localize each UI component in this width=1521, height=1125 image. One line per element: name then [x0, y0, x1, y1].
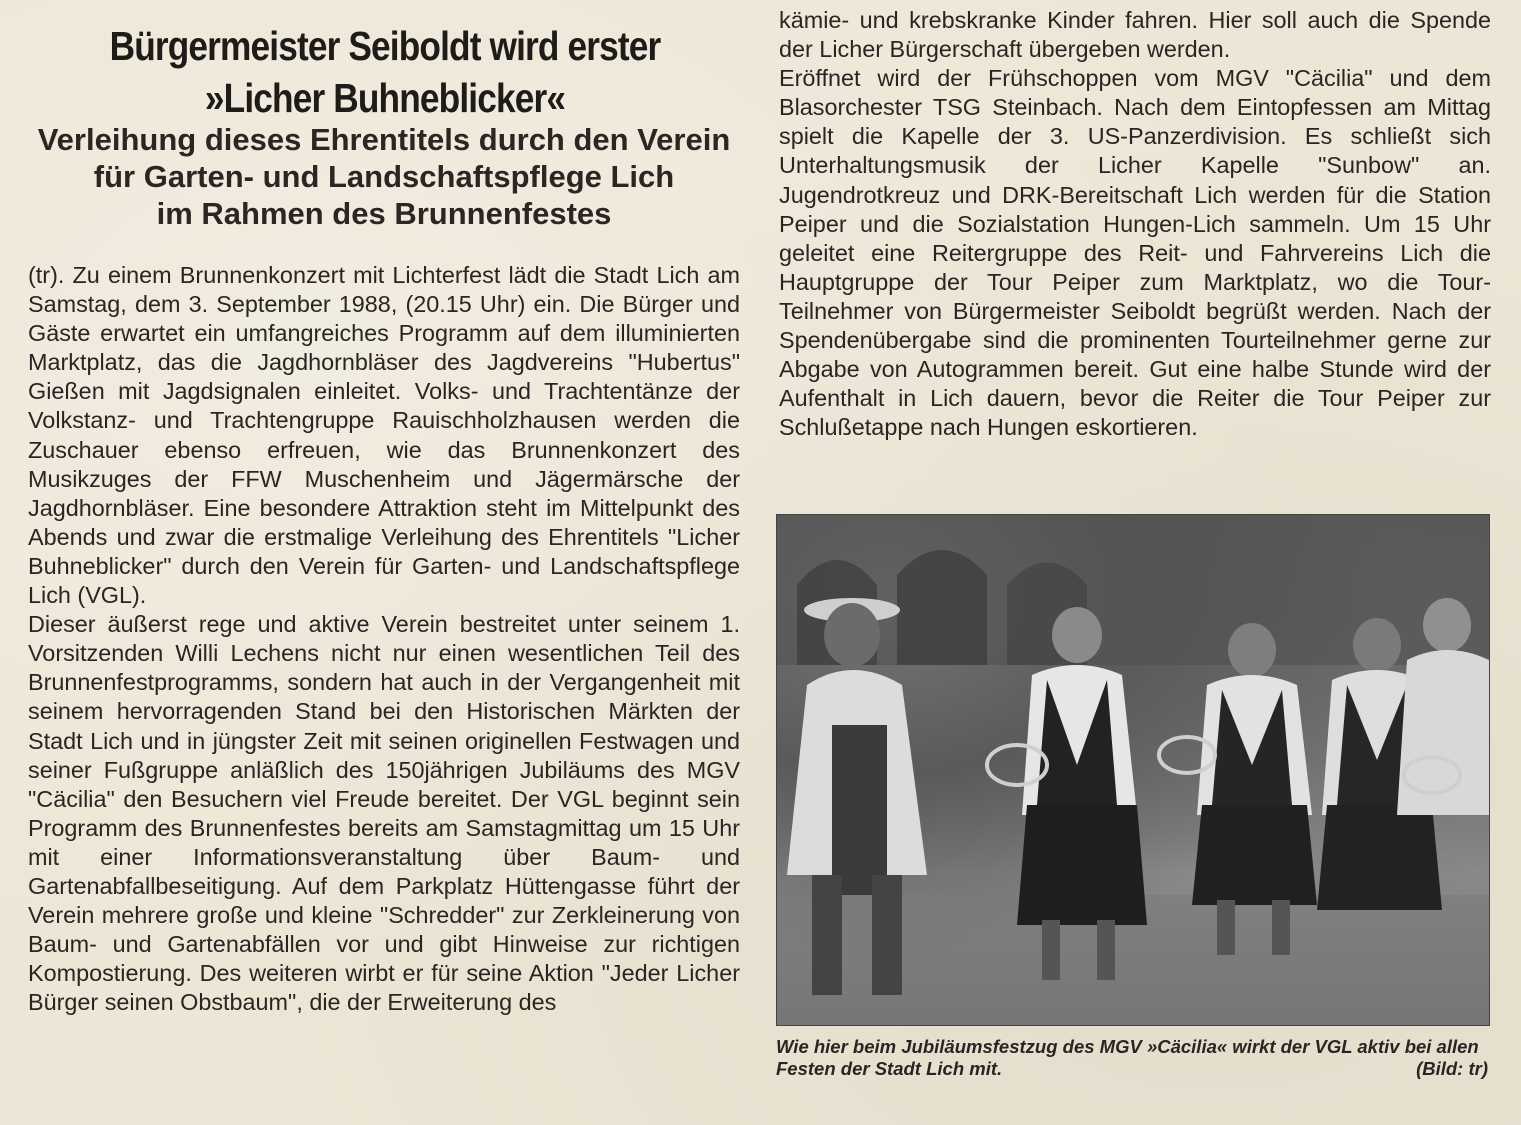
- subheadline-line-2: für Garten- und Landschaftspflege Lich: [93, 159, 675, 194]
- headline-line-2: »Licher Buhneblicker«: [204, 75, 566, 121]
- article-paragraph: (tr). Zu einem Brunnenkonzert mit Lichterfest lädt die Stadt Lich am Samstag, dem 3. September 1988, (20.15 Uhr) ein. Die Bürger und Gäste erwartet ein umfangreiches Programm auf dem illuminierten Marktplatz, das die Jagdhornbläser des Jagdvereins "Hubertus" Gießen mit Jagdsignalen einleitet. Volks- und Trachtentänze der Volkstanz- und Trachtengruppe Rauischholzhausen werden die Zuschauer ebenso erfreuen, wie das Brunnenkonzert des Musikzuges der FFW Muschenheim und Jägermärsche der Jagdhornbläser. Eine besondere Attraktion steht im Mittelpunkt des Abends und zwar die erstmalige Verleihung des Ehrentitels "Licher Buhneblicker" durch den Verein für Garten- und Landschaftspflege Lich (VGL).: [28, 262, 740, 609]
- subheadline: [28, 121, 740, 232]
- article-column-left: [28, 261, 740, 1017]
- article-paragraph: Dieser äußerst rege und aktive Verein bestreitet unter seinem 1. Vorsitzenden Willi Lechens nicht nur einen wesentlichen Teil des Brunnenfestprogramms, sondern hat auch in der Vergangenheit mit seinem hervorragenden Stand bei den Historischen Märkten der Stadt Lich und in jüngster Zeit mit seinen originellen Festwagen und seiner Fußgruppe anläßlich des 150jährigen Jubiläums des MGV "Cäcilia" den Besuchern viel Freude bereitet. Der VGL beginnt sein Programm des Brunnenfestes bereits am Samstagmittag um 15 Uhr mit einer Informationsveranstaltung über Baum- und Gartenabfallbeseitigung. Auf dem Parkplatz Hüttengasse führt der Verein mehrere große und kleine "Schredder" zur Zerkleinerung von Baum- und Gartenabfällen vor und gibt Hinweise zur richtigen Kompostierung. Des weiteren wirbt er für seine Aktion "Jeder Licher Bürger seinen Obstbaum", die der Erweiterung des: [28, 611, 740, 1016]
- caption-text: Wie hier beim Jubiläumsfestzug des MGV »Cäcilia« wirkt der VGL aktiv bei allen Festen der Stadt Lich mit.: [776, 1036, 1479, 1079]
- subheadline-line-3: im Rahmen des Brunnenfestes: [156, 196, 612, 231]
- photo-illustration: [777, 515, 1489, 1025]
- subheadline-line-1: Verleihung dieses Ehrentitels durch den Verein: [37, 122, 731, 157]
- photo-credit: (Bild: tr): [1416, 1058, 1488, 1079]
- headline: [80, 20, 691, 124]
- article-paragraph: Eröffnet wird der Frühschoppen vom MGV "Cäcilia" und dem Blasorchester TSG Steinbach. Nach dem Eintopfessen am Mittag spielt die Kapelle der 3. US-Panzerdivision. Es schließt sich Unterhaltungsmusik der Licher Kapelle "Sunbow" an. Jugendrotkreuz und DRK-Bereitschaft Lich werden für die Station Peiper und die Sozialstation Hungen-Lich sammeln. Um 15 Uhr geleitet eine Reitergruppe des Reit- und Fahrvereins Lich die Hauptgruppe der Tour Peiper zum Marktplatz, wo die Tour-Teilnehmer von Bürgermeister Seiboldt begrüßt werden. Nach der Spendenübergabe sind die prominenten Tourteilnehmer gerne zur Abgabe von Autogrammen bereit. Gut eine halbe Stunde wird der Aufenthalt in Lich dauern, bevor die Reiter die Tour Peiper zur Schlußetappe nach Hungen eskortieren.: [779, 65, 1491, 441]
- news-photo: [776, 514, 1490, 1026]
- article-paragraph: kämie- und krebskranke Kinder fahren. Hier soll auch die Spende der Licher Bürgerschaft übergeben werden.: [779, 7, 1491, 63]
- article-column-right: [779, 6, 1491, 442]
- headline-line-1: Bürgermeister Seiboldt wird erster: [109, 23, 661, 69]
- photo-caption: [776, 1036, 1488, 1080]
